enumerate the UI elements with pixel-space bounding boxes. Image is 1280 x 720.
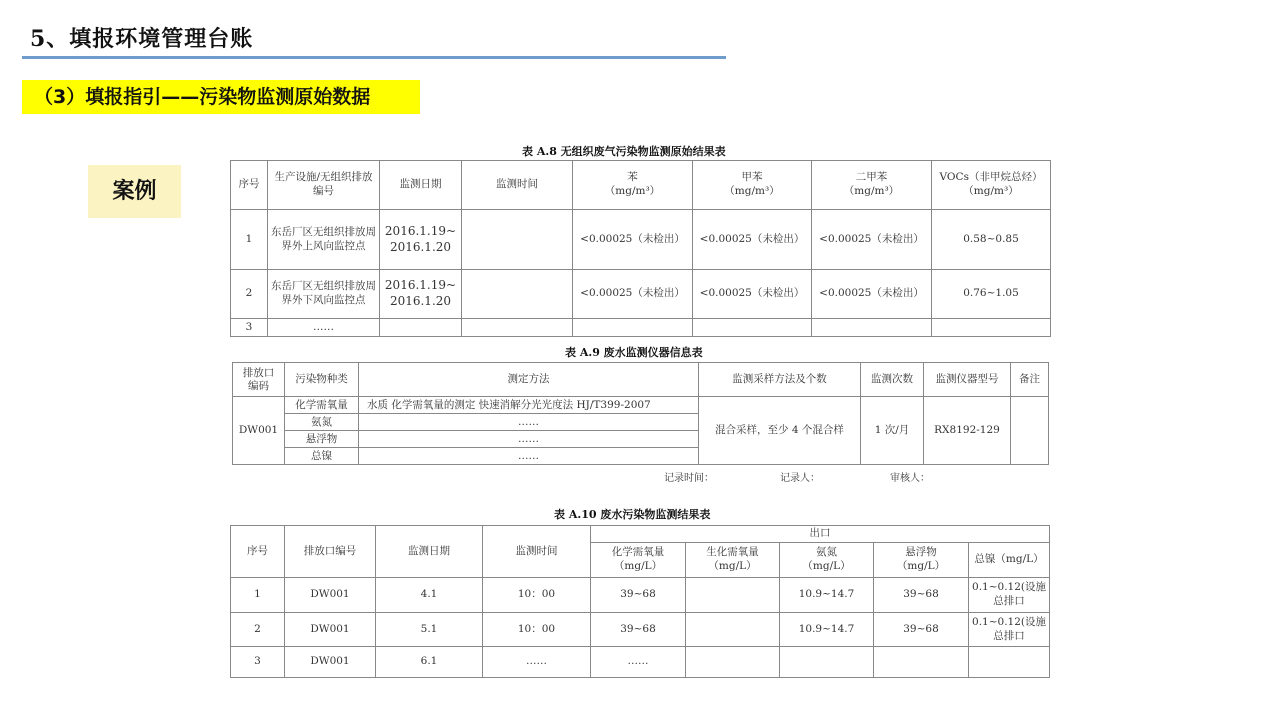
cell-instrument: RX8192-129 — [924, 397, 1011, 465]
cell-benzene — [573, 319, 693, 337]
cell-seq: 1 — [231, 210, 268, 270]
header-ss: 悬浮物 （mg/L） — [874, 543, 969, 578]
table-row — [231, 578, 1050, 613]
cell-date: 5.1 — [376, 613, 483, 647]
cell-cod: 39~68 — [591, 578, 686, 613]
table-a9-caption: 表 A.9 废水监测仪器信息表 — [565, 346, 703, 359]
header-exit: 出口 — [591, 526, 1050, 543]
cell-toluene: <0.00025（未检出） — [693, 210, 812, 270]
cell-frequency: 1 次/月 — [861, 397, 924, 465]
cell-nh3: 10.9~14.7 — [780, 613, 874, 647]
cell-xylene — [812, 319, 932, 337]
cell-ss: 39~68 — [874, 578, 969, 613]
cell-seq: 2 — [231, 613, 285, 647]
cell-method: …… — [359, 414, 699, 431]
cell-facility: …… — [268, 319, 380, 337]
header-facility: 生产设施/无组织排放编号 — [268, 161, 380, 210]
cell-facility: 东岳厂区无组织排放周界外下风向监控点 — [268, 270, 380, 319]
cell-method: …… — [359, 431, 699, 448]
cell-time: 10：00 — [483, 578, 591, 613]
table-a8-caption: 表 A.8 无组织废气污染物监测原始结果表 — [522, 145, 726, 158]
header-remark: 备注 — [1011, 363, 1049, 397]
table-a8 — [230, 160, 1051, 337]
table-row — [231, 319, 1051, 337]
header-outlet: 排放口 编码 — [233, 363, 285, 397]
cell-ss: 39~68 — [874, 613, 969, 647]
header-toluene: 甲苯 （mg/m³） — [693, 161, 812, 210]
cell-bod — [686, 647, 780, 678]
case-label: 案例 — [88, 165, 181, 218]
table-row — [231, 270, 1051, 319]
cell-outlet: DW001 — [285, 578, 376, 613]
reviewer-label: 审核人： — [890, 473, 930, 484]
header-time: 监测时间 — [483, 526, 591, 578]
table-row — [231, 647, 1050, 678]
cell-vocs: 0.58~0.85 — [932, 210, 1051, 270]
header-time: 监测时间 — [462, 161, 573, 210]
cell-toluene: <0.00025（未检出） — [693, 270, 812, 319]
cell-method: 水质 化学需氧量的测定 快速消解分光光度法 HJ/T399-2007 — [359, 397, 699, 414]
cell-time: 10：00 — [483, 613, 591, 647]
section-subtitle: （3）填报指引——污染物监测原始数据 — [22, 80, 420, 114]
cell-bod — [686, 578, 780, 613]
cell-benzene: <0.00025（未检出） — [573, 210, 693, 270]
cell-seq: 3 — [231, 647, 285, 678]
header-date: 监测日期 — [380, 161, 462, 210]
cell-xylene: <0.00025（未检出） — [812, 270, 932, 319]
cell-remark — [1011, 397, 1049, 465]
table-row — [231, 210, 1051, 270]
recorder-label: 记录人： — [780, 473, 820, 484]
header-frequency: 监测次数 — [861, 363, 924, 397]
cell-vocs: 0.76~1.05 — [932, 270, 1051, 319]
header-date: 监测日期 — [376, 526, 483, 578]
header-method: 测定方法 — [359, 363, 699, 397]
header-cod: 化学需氧量 （mg/L） — [591, 543, 686, 578]
cell-cod: 39~68 — [591, 613, 686, 647]
header-benzene: 苯 （mg/m³） — [573, 161, 693, 210]
cell-date: 6.1 — [376, 647, 483, 678]
cell-xylene: <0.00025（未检出） — [812, 210, 932, 270]
cell-ni: 0.1~0.12(设施总排口 — [969, 578, 1050, 613]
table-row — [231, 613, 1050, 647]
cell-seq: 2 — [231, 270, 268, 319]
cell-ss — [874, 647, 969, 678]
header-sampling: 监测采样方法及个数 — [699, 363, 861, 397]
table-a10-header-row — [231, 526, 1050, 543]
cell-ni: 0.1~0.12(设施总排口 — [969, 613, 1050, 647]
title-underline — [22, 56, 726, 59]
header-instrument: 监测仪器型号 — [924, 363, 1011, 397]
header-seq: 序号 — [231, 526, 285, 578]
cell-time — [462, 210, 573, 270]
cell-seq: 1 — [231, 578, 285, 613]
cell-date: 2016.1.19~ 2016.1.20 — [380, 270, 462, 319]
table-a10 — [230, 525, 1050, 678]
cell-time — [462, 319, 573, 337]
cell-cod: …… — [591, 647, 686, 678]
cell-date — [380, 319, 462, 337]
cell-outlet: DW001 — [285, 613, 376, 647]
cell-pollutant: 悬浮物 — [285, 431, 359, 448]
cell-toluene — [693, 319, 812, 337]
cell-sampling: 混合采样，至少 4 个混合样 — [699, 397, 861, 465]
header-xylene: 二甲苯 （mg/m³） — [812, 161, 932, 210]
cell-date: 2016.1.19~ 2016.1.20 — [380, 210, 462, 270]
header-nh3: 氨氮 （mg/L） — [780, 543, 874, 578]
table-a8-header-row — [231, 161, 1051, 210]
cell-vocs — [932, 319, 1051, 337]
cell-outlet: DW001 — [285, 647, 376, 678]
header-bod: 生化需氧量 （mg/L） — [686, 543, 780, 578]
cell-time: …… — [483, 647, 591, 678]
table-a9-header-row — [233, 363, 1049, 397]
cell-outlet: DW001 — [233, 397, 285, 465]
header-vocs: VOCs（非甲烷总烃） （mg/m³） — [932, 161, 1051, 210]
table-row — [233, 397, 1049, 414]
cell-benzene: <0.00025（未检出） — [573, 270, 693, 319]
cell-time — [462, 270, 573, 319]
cell-seq: 3 — [231, 319, 268, 337]
cell-nh3: 10.9~14.7 — [780, 578, 874, 613]
cell-ni — [969, 647, 1050, 678]
header-seq: 序号 — [231, 161, 268, 210]
cell-date: 4.1 — [376, 578, 483, 613]
cell-nh3 — [780, 647, 874, 678]
header-pollutant: 污染物种类 — [285, 363, 359, 397]
table-a10-caption: 表 A.10 废水污染物监测结果表 — [554, 508, 711, 521]
cell-method: …… — [359, 448, 699, 465]
cell-pollutant: 氨氮 — [285, 414, 359, 431]
cell-facility: 东岳厂区无组织排放周界外上风向监控点 — [268, 210, 380, 270]
cell-bod — [686, 613, 780, 647]
header-outlet: 排放口编号 — [285, 526, 376, 578]
cell-pollutant: 总镍 — [285, 448, 359, 465]
record-time-label: 记录时间： — [664, 473, 714, 484]
cell-pollutant: 化学需氧量 — [285, 397, 359, 414]
header-ni: 总镍（mg/L） — [969, 543, 1050, 578]
page-title: 5、填报环境管理台账 — [30, 26, 254, 52]
table-a9 — [232, 362, 1049, 465]
